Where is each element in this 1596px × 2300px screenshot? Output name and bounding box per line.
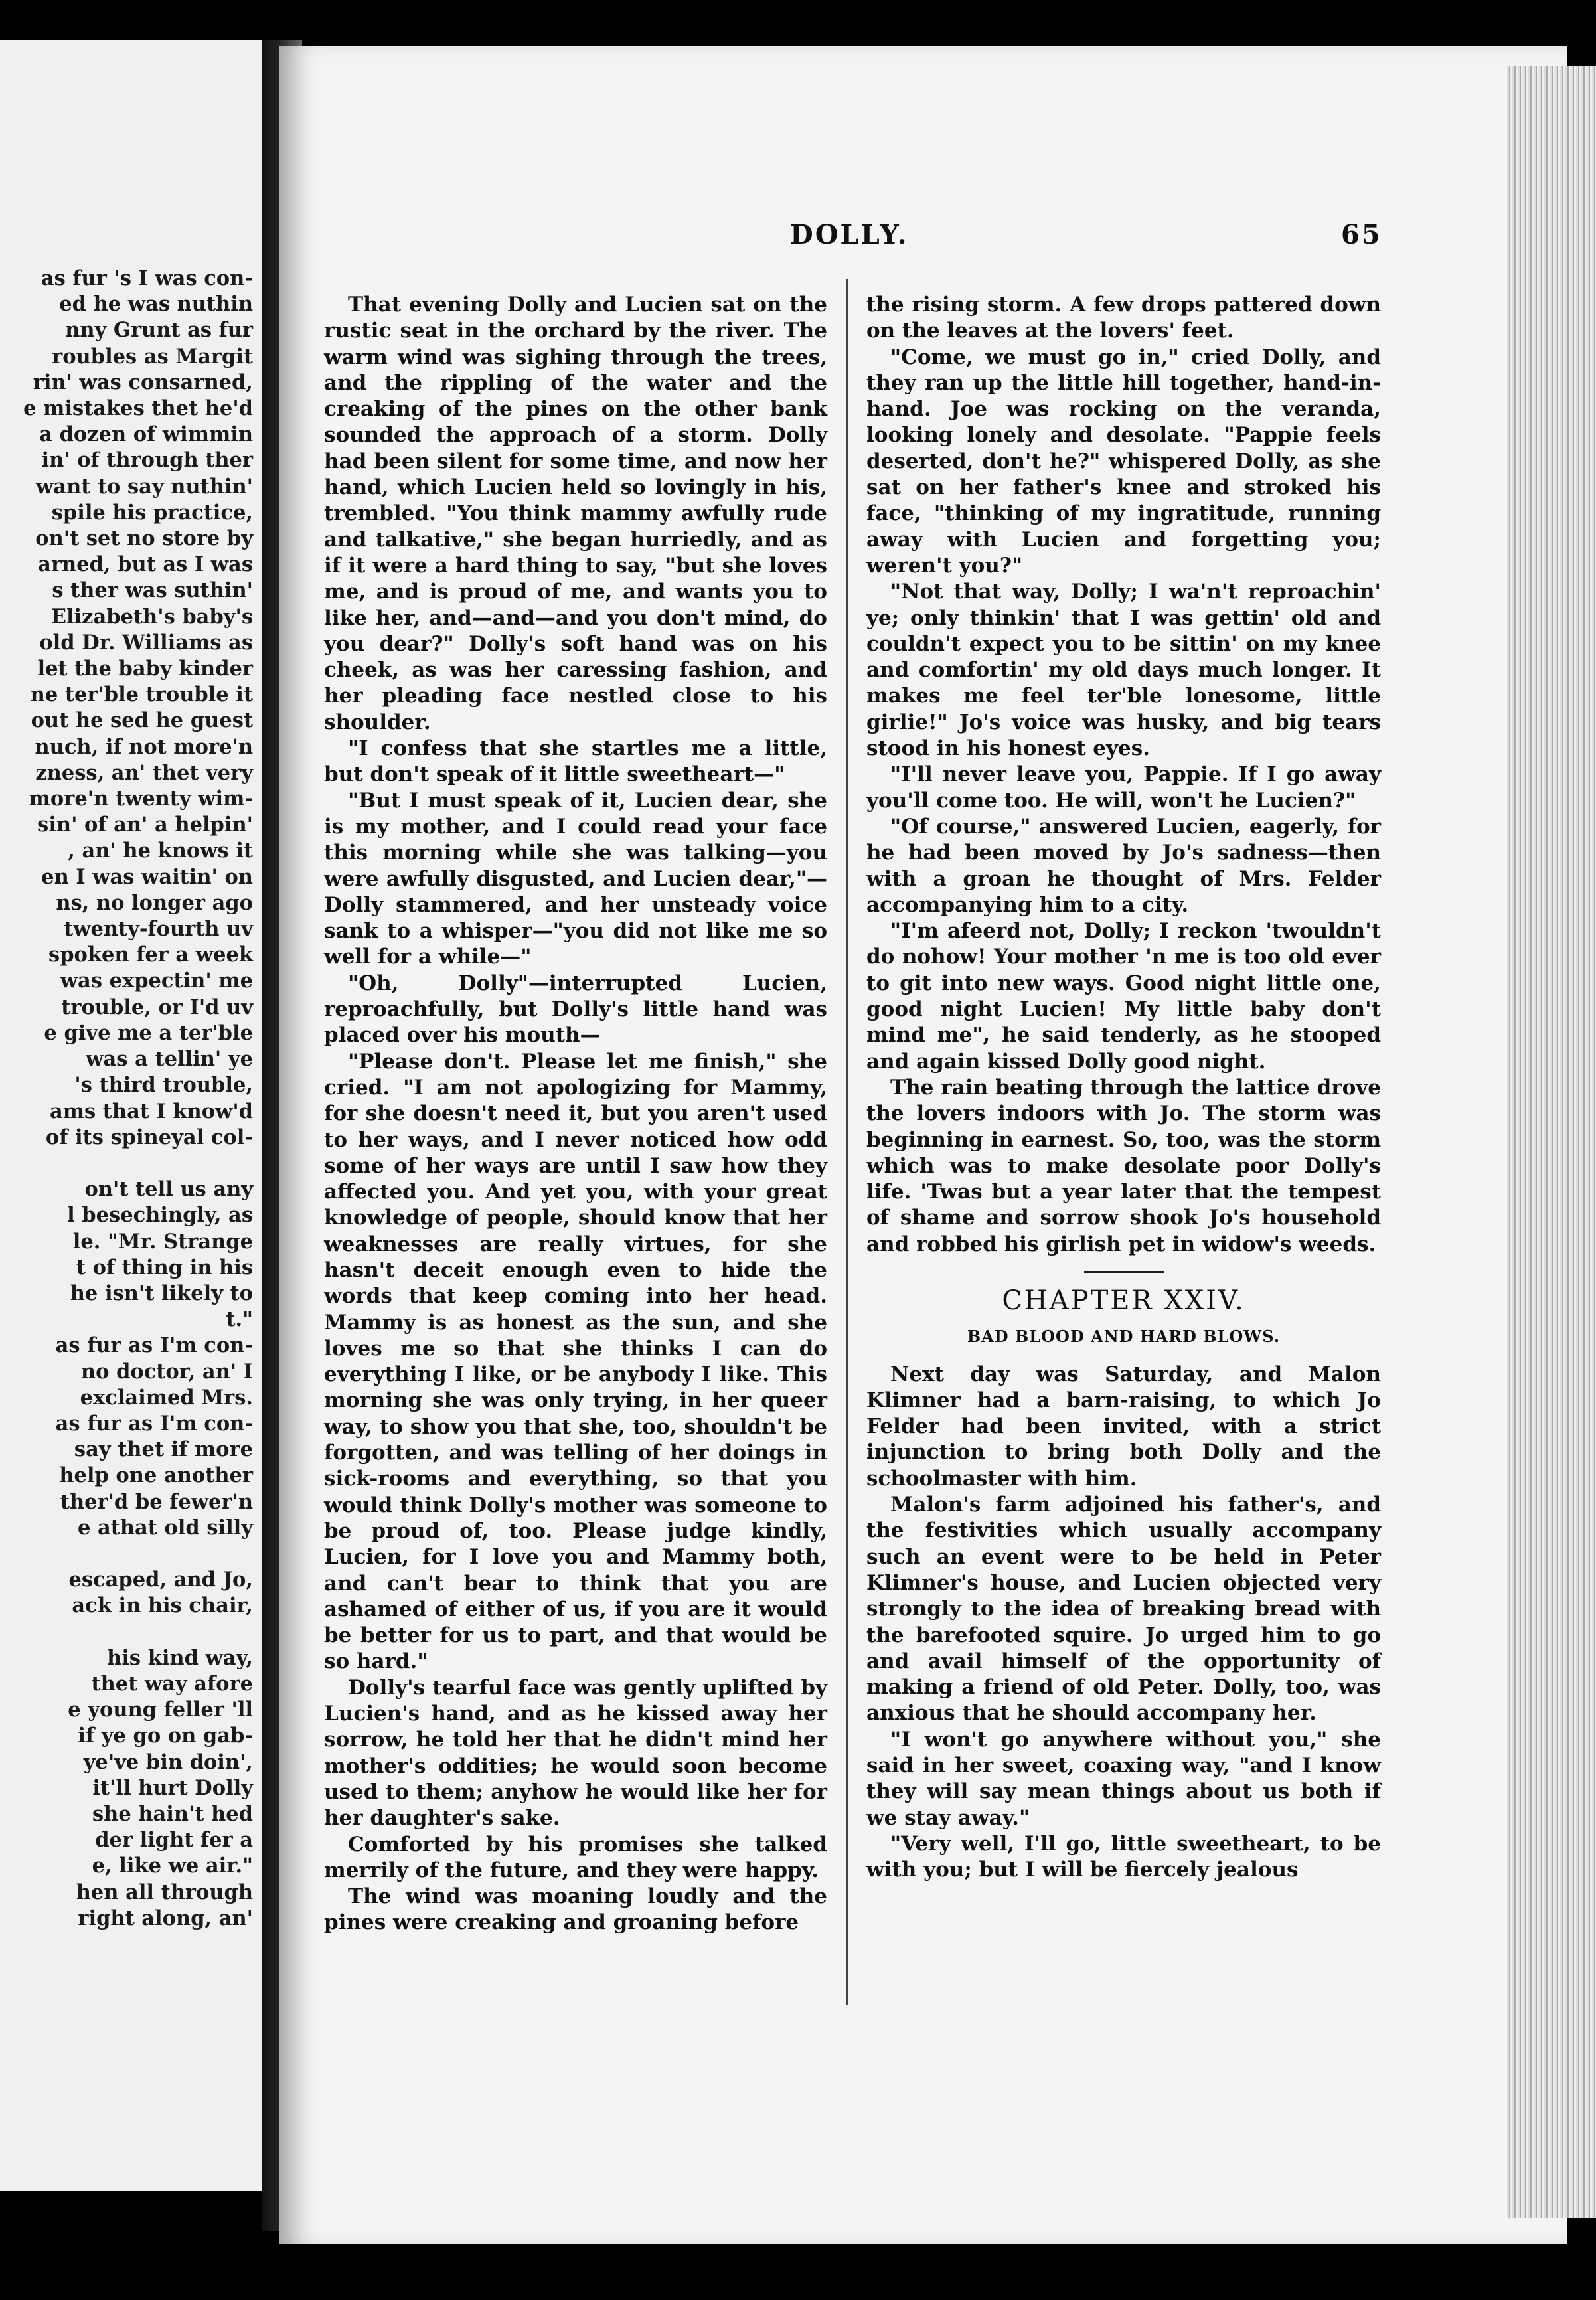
paragraph: "Not that way, Dolly; I wa'n't reproachin' ye; only thinkin' that I was gettin' old and couldn't expect you to be sittin' on my knee and comfortin' my old days much longer. It makes me feel ter'ble lonesome, little girlie!" Jo's voice was husky, and big tears stood in his honest eyes.: [866, 580, 1381, 761]
paragraph: Malon's farm adjoined his father's, and the festivities which usually accompany such an event were to be held in Peter Klimner's house, and Lucien objected very strongly to the idea of breaking bread with the barefooted squire. Jo urged him to go and avail himself of the opportunity of making a friend of old Peter. Dolly, too, was anxious that he should accompany her.: [866, 1493, 1381, 1726]
page-edges: [1507, 66, 1596, 2218]
paragraph: "But I must speak of it, Lucien dear, she is my mother, and I could read your face this morning while she was talking—you were awfully disgusted, and Lucien dear,"—Dolly stammered, and her unsteady voice sank to a whisper—"you did not like me so well for a while—": [324, 788, 827, 969]
paragraph: "I won't go anywhere without you," she said in her sweet, coaxing way, "and I know they will say mean things about us both if we stay away.": [866, 1727, 1381, 1830]
paragraph: Next day was Saturday, and Malon Klimner had a barn-raising, to which Jo Felder had been invited, with a strict injunction to bring both Dolly and the schoolmaster with him.: [866, 1362, 1381, 1491]
paragraph: the rising storm. A few drops pattered down on the leaves at the lovers' feet.: [866, 293, 1381, 343]
chapter-rule: [1084, 1271, 1164, 1273]
paragraph: Dolly's tearful face was gently uplifted by Lucien's hand, and as he kissed away her sorrow, he told her that he didn't mind her mother's oddities; he would soon become used to them; anyhow he would like her for her daughter's sake.: [324, 1675, 827, 1831]
running-title: DOLLY.: [790, 219, 909, 250]
text-column-left: [324, 292, 827, 1936]
paragraph: That evening Dolly and Lucien sat on the rustic seat in the orchard by the river. The warm wind was sighing through the trees, and the rippling of the water and the creaking of the pines on the other bank sounded the approach of a storm. Dolly had been silent for some time, and now her hand, which Lucien held so lovingly in his, trembled. "You think mammy awfully rude and talkative," she began hurriedly, and as if it were a hard thing to say, "but she loves me, and is proud of me, and wants you to like her, and—and—and you don't mind, do you dear?" Dolly's soft hand was on his cheek, as was her caressing fashion, and her pleading face nestled close to his shoulder.: [324, 293, 827, 734]
paragraph: "Of course," answered Lucien, eagerly, for he had been moved by Jo's sadness—then with a groan he thought of Mrs. Felder accompanying him to a city.: [866, 814, 1381, 917]
paragraph: "Oh, Dolly"—interrupted Lucien, reproachfully, but Dolly's little hand was placed over his mouth—: [324, 971, 827, 1048]
paragraph: "I confess that she startles me a little, but don't speak of it little sweetheart—": [324, 736, 827, 787]
page-number: 65: [1341, 219, 1382, 250]
facing-page: [0, 40, 266, 2191]
chapter-subtitle: BAD BLOOD AND HARD BLOWS.: [967, 1327, 1281, 1347]
text-column-right: [866, 292, 1381, 1884]
paragraph: "Please don't. Please let me finish," she cried. "I am not apologizing for Mammy, for she doesn't need it, but you aren't used to her ways, and I never noticed how odd some of her ways are until I saw how they affected you. And yet you, with your great knowledge of people, should know that her weaknesses are really virtues, for she hasn't deceit enough even to hide the words that keep coming into her head. Mammy is as honest as the sun, and she loves me so that she thinks I can do everything I like, or be anybody I like. This morning she was only trying, in her queer way, to show you that she, too, shouldn't be forgotten, and was telling of her doings in sick-rooms and everything, so that you would think Dolly's mother was someone to be proud of, too. Please judge kindly, Lucien, for I love you and Mammy both, and can't bear to think that you are ashamed of either of us, if you are it would be better for us to part, and that would be so hard.": [324, 1049, 827, 1674]
paragraph: "Very well, I'll go, little sweetheart, to be with you; but I will be fiercely jealous: [866, 1831, 1381, 1882]
paragraph: Comforted by his promises she talked merrily of the future, and they were happy.: [324, 1832, 827, 1882]
chapter-heading: CHAPTER XXIV.: [1002, 1285, 1245, 1316]
paragraph: "Come, we must go in," cried Dolly, and they ran up the little hill together, hand-in-hand. Joe was rocking on the veranda, looking lonely and desolate. "Pappie feels deserted, don't he?" whispered Dolly, as she sat on her father's knee and stroked his face, "thinking of my ingratitude, running away with Lucien and forgetting you; weren't you?": [866, 345, 1381, 578]
column-divider: [846, 279, 848, 2005]
paragraph: The wind was moaning loudly and the pines were creaking and groaning before: [324, 1884, 827, 1935]
paragraph: "I'll never leave you, Pappie. If I go away you'll come too. He will, won't he Lucien?": [866, 762, 1381, 813]
paragraph: "I'm afeerd not, Dolly; I reckon 'twouldn't do nohow! Your mother 'n me is too old ever to git into new ways. Good night little one, good night Lucien! My little baby don't mind me", he said tenderly, as he stooped and again kissed Dolly good night.: [866, 919, 1381, 1074]
facing-page-text: as fur 's I was con- ed he was nuthin nny Grunt as fur roubles as Margit rin' was consarned, e mistakes thet he'd a dozen of wimmin in' of through ther want to say nuthin' spile his practice, on't set no store by arned, but as I was s ther was suthin' Elizabeth's baby's old Dr. Williams as let the baby kinder ne ter'ble trouble it out he sed he guest nuch, if not more'n zness, an' thet very more'n twenty wim- sin' of an' a helpin' , an' he knows it en I was waitin' on ns, no longer ago twenty-fourth uv spoken fer a week was expectin' me trouble, or I'd uv e give me a ter'ble was a tellin' ye 's third trouble, ams that I know'd of its spineyal col- on't tell us any l besechingly, as le. "Mr. Strange t of thing in his he isn't likely to t." as fur as I'm con- no doctor, an' I exclaimed Mrs. as fur as I'm con- say thet if more help one another ther'd be fewer'n e athat old silly escaped, and Jo, ack in his chair, his kind way, thet way afore e young feller 'll if ye go on gab- ye've bin doin', it'll hurt Dolly she hain't hed der light fer a e, like we air." hen all through right along, an': [23, 266, 253, 1930]
paragraph: The rain beating through the lattice drove the lovers indoors with Jo. The storm was beginning in earnest. So, too, was the storm which was to make desolate poor Dolly's life. 'Twas but a year later that the tempest of shame and sorrow shook Jo's household and robbed his girlish pet in widow's weeds.: [866, 1075, 1381, 1256]
